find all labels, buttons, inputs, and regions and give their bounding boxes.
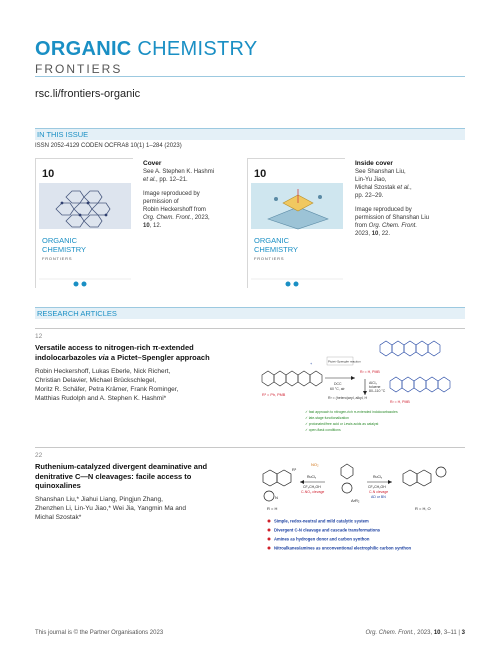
journal-subtitle: FRONTIERS [35, 62, 123, 76]
article-title-line3: quinoxalines [35, 481, 81, 490]
article-authors [35, 367, 250, 403]
inside-cover-ten: 10 [254, 168, 267, 180]
cover-ref-year: , 2023, [191, 215, 210, 221]
cond3-label: AlCl₃ [369, 381, 377, 385]
author-line: Shanshan Liu,* Jiahui Liang, Pingjun Zhang, [35, 496, 163, 503]
cond1-label: DCC [334, 382, 342, 386]
n-label: N [275, 495, 278, 500]
cover-pages: , pp. 12–21. [156, 177, 188, 183]
cover-title-1: ORGANIC [42, 236, 78, 245]
cover-ref-page: , 12. [149, 223, 162, 229]
research-articles-band: RESEARCH ARTICLES [35, 307, 465, 319]
inside-cover-line1: See Shanshan Liu, [355, 169, 406, 175]
cond2-label: 60 °C, air [330, 387, 345, 391]
cond4-label: toluene [369, 385, 381, 389]
footer-year: , 2023, [413, 630, 434, 636]
article-authors [35, 495, 250, 522]
front-cover-art [36, 159, 134, 289]
clev-a: C-NO₂ clevage [301, 490, 325, 494]
rho-label: R = H, O [415, 506, 431, 511]
journal-title-bold: ORGANIC [35, 38, 132, 60]
inside-cover-ref [355, 222, 455, 230]
article-rule [35, 447, 465, 448]
bullet-3: Amines as hydrogen donor and carbon synthon [274, 536, 370, 542]
article-page-number: 12 [35, 333, 43, 340]
cover-heading: Cover [143, 160, 162, 167]
cover-title-2: CHEMISTRY [42, 245, 87, 254]
cover-repro1: Image reproduced by [143, 191, 200, 197]
inside-cover-ref-vol: 10 [371, 231, 379, 237]
article-title-line2: denitrative C—N cleavages: facile access to [35, 471, 192, 481]
article-title[interactable] [35, 462, 245, 491]
solv-b: CF₃CH₂OH [368, 485, 386, 489]
cond5-label: 80–110 °C [369, 389, 386, 393]
bullet-1: Simple, redox-neutral and mild catalytic system [274, 518, 369, 524]
bullet-4: Nitroalkanes/amines as unconventional electrophilic carbon synthon [274, 545, 412, 551]
inside-cover-etal: et al. [397, 185, 411, 191]
toc-graphic-1[interactable] [250, 335, 460, 440]
inside-cover-ref-year: 2023, [355, 231, 371, 237]
solv-a: CF₃CH₂OH [303, 485, 321, 489]
inside-cover-art [248, 159, 346, 289]
footer-journal: Org. Chem. Front. [365, 630, 414, 636]
rucl3-a: RuCl₃ [307, 475, 317, 479]
scheme-2 [255, 452, 465, 564]
r-plus-label: + [310, 362, 313, 366]
footer-citation: Org. Chem. Front., 2023, 10, 3–11 | 3 [365, 630, 465, 636]
inside-cover-caption [355, 160, 455, 238]
issn-line: ISSN 2052-4129 CODEN OCFRA8 10(1) 1–284 (2023) [35, 143, 182, 149]
inside-cover-ref-page: , 22. [378, 231, 391, 237]
cover-repro2: permission of [143, 199, 179, 205]
header-rule [35, 76, 465, 77]
inside-cover-repro1: Image reproduced by [355, 207, 412, 213]
footer-copyright: This journal is © the Partner Organisations 2023 [35, 630, 164, 636]
inside-cover-ref-journal: Org. Chem. Front. [368, 223, 418, 229]
author-line: Moritz R. Schäfer, Petra Krämer, Frank Rominger, [35, 386, 179, 393]
no2-label: NO₂ [311, 462, 319, 467]
rucl3-b: RuCl₃ [373, 475, 383, 479]
cover-repro3: Robin Heckershoff from [143, 207, 206, 213]
article-page-number: 22 [35, 452, 43, 459]
cover-ten: 10 [42, 168, 55, 180]
inside-cover-sub: FRONTIERS [254, 256, 285, 261]
in-this-issue-band: IN THIS ISSUE [35, 128, 465, 140]
inside-cover-heading: Inside cover [355, 160, 393, 167]
inside-cover-title-2: CHEMISTRY [254, 245, 299, 254]
inside-cover-from: from [355, 223, 369, 229]
author-line: Michal Szostak* [35, 514, 82, 521]
inside-cover-repro2: permission of Shanshan Liu [355, 215, 430, 221]
rcond-label: R³ = (hetero)aryl, alkyl, H [328, 396, 367, 400]
rh-label: R = H [267, 506, 278, 511]
inside-cover-title-1: ORGANIC [254, 236, 290, 245]
article-rule [35, 328, 465, 329]
author-line: Christian Delavier, Michael Brückschlegel, [35, 377, 157, 384]
article-title-line2 [35, 353, 235, 363]
front-cover-image[interactable] [35, 158, 133, 288]
r1-label: R¹ [292, 467, 297, 472]
cover-ref-vol: 10 [143, 223, 150, 229]
inside-cover-image[interactable] [247, 158, 345, 288]
article-title[interactable] [35, 343, 235, 362]
note-2: ✓ late-stage functionalization [305, 416, 349, 420]
footer-pages: , 3–11 [440, 630, 457, 636]
journal-title-light: CHEMISTRY [131, 38, 258, 60]
footer-page-number: 3 [461, 630, 465, 636]
inside-cover-line3: Michal Szostak et al., [355, 185, 412, 191]
note-1: ✓ fast approach to nitrogen-rich π-extended indolocarbazoles [305, 410, 398, 414]
scheme-1 [250, 335, 460, 440]
article-title-line1: Ruthenium-catalyzed divergent deaminative and [35, 462, 208, 471]
inside-cover-ref-vol-line [355, 230, 455, 238]
r3-label: R² = H, PMB [390, 400, 410, 404]
note-4: ✓ open-flask conditions [305, 428, 341, 432]
clev-b2: AD or BN [371, 495, 386, 499]
clev-b: C-N clevage [369, 490, 389, 494]
r2-label: R² = H, PMB [360, 370, 380, 374]
inside-cover-line2: Lin-Yu Jiao, [355, 177, 387, 183]
author-line: Zhenzhen Li, Lin-Yu Jiao,* Wei Jia, Yangmin Ma and [35, 505, 187, 512]
ar2-label: ArR₂ [351, 498, 360, 503]
reaction-label: Pictet–Spengler reaction [328, 359, 361, 364]
cover-line2 [143, 176, 243, 184]
article-title-via: via [98, 352, 109, 362]
article-title-part2: a Pictet–Spengler approach [108, 352, 210, 362]
article-title-part1: indolocarbazoles [35, 352, 99, 362]
cover-line1: See A. Stephen K. Hashmi [143, 169, 215, 175]
author-line: Matthias Rudolph and A. Stephen K. Hashmi* [35, 395, 167, 402]
footer-vol: 10 [433, 630, 441, 636]
author-line: Robin Heckershoff, Lukas Eberle, Nick Richert, [35, 368, 171, 375]
inside-cover-name: Michal Szostak [355, 185, 396, 191]
cover-caption [143, 160, 243, 230]
note-3: ✓ protonated/free acid or Lewis acids as catalyst [305, 422, 379, 426]
journal-title [35, 38, 258, 61]
cover-ref [143, 214, 243, 222]
inside-cover-line4: pp. 22–29. [355, 193, 384, 199]
cover-sub: FRONTIERS [42, 256, 73, 261]
r1-label: R¹ = Ph, PMB [262, 393, 286, 397]
toc-graphic-2[interactable] [255, 452, 465, 564]
cover-etal: et al. [143, 177, 157, 183]
journal-url[interactable]: rsc.li/frontiers-organic [35, 88, 141, 100]
article-title-line1: Versatile access to nitrogen-rich π-extended [35, 343, 194, 352]
cover-ref-vol-line [143, 222, 243, 230]
cover-ref-journal: Org. Chem. Front. [143, 215, 192, 221]
bullet-2: Divergent C-N cleavage and cascade transformations [274, 527, 381, 533]
